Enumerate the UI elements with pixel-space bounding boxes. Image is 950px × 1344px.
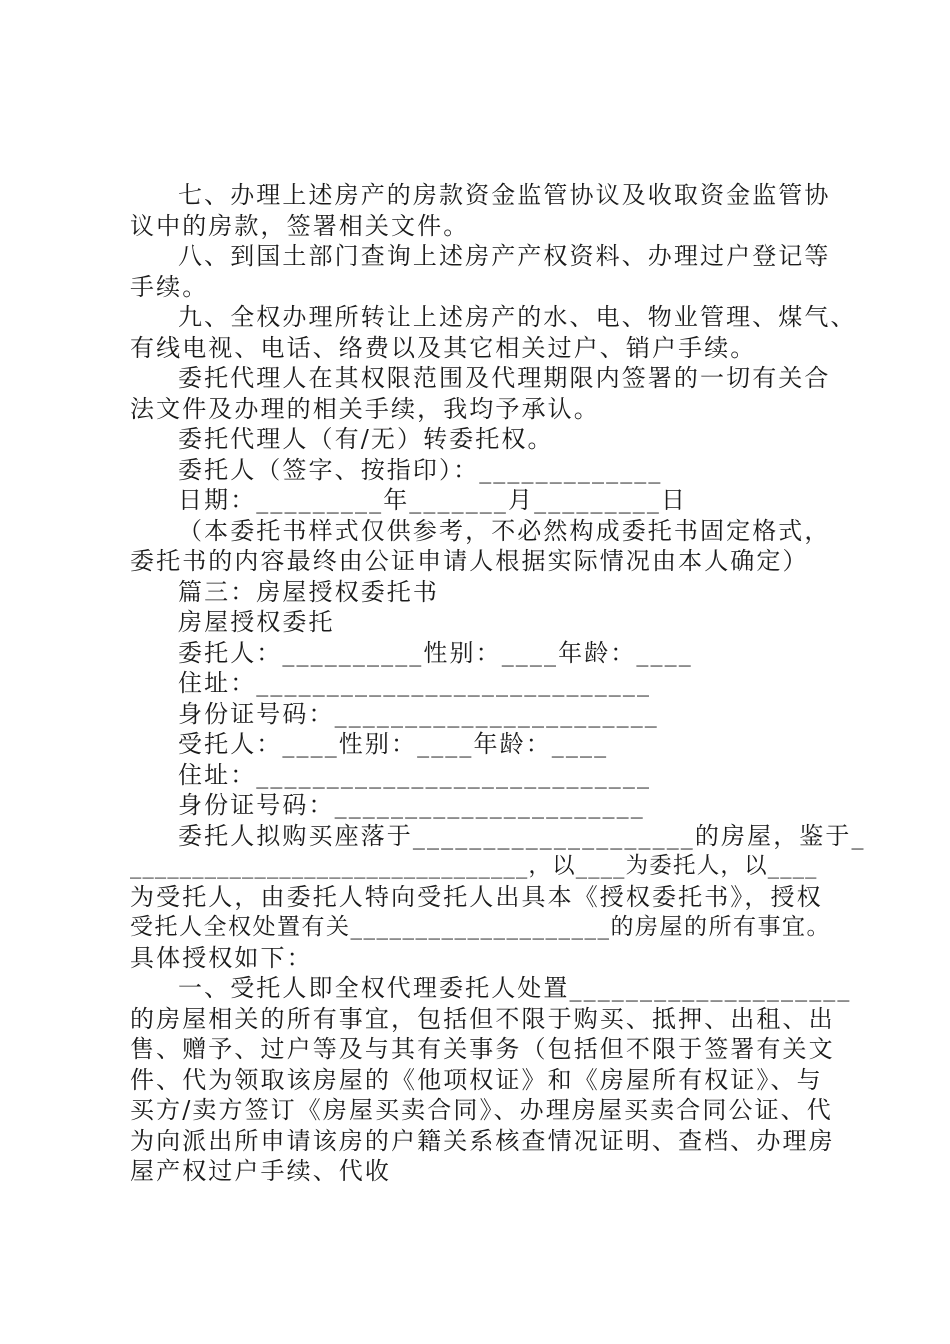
text-line: 委托代理人（有/无）转委托权。: [178, 425, 554, 453]
text-line: 八、到国土部门查询上述房产产权资料、办理过户登记等: [178, 242, 831, 270]
form-line-address: 住址：____________________________: [178, 669, 652, 697]
text-line: ________________________________，以____为委托人，以____: [130, 853, 818, 879]
text-line: 七、办理上述房产的房款资金监管协议及收取资金监管协: [178, 181, 831, 209]
text-line: 件、代为领取该房屋的《他项权证》和《房屋所有权证》、与: [130, 1066, 823, 1094]
text-line: 有线电视、电话、络费以及其它相关过户、销户手续。: [130, 334, 757, 362]
text-line: 委托书的内容最终由公证申请人根据实际情况由本人确定）: [130, 547, 809, 575]
form-line-principal: 委托人：__________性别：____年龄：____: [178, 639, 693, 667]
text-line: 九、全权办理所转让上述房产的水、电、物业管理、煤气、: [178, 303, 857, 331]
text-line: 委托人拟购买座落于____________________的房屋，鉴于_: [178, 822, 866, 850]
text-line: 法文件及办理的相关手续，我均予承认。: [130, 395, 600, 423]
text-line: 受托人全权处置有关____________________的房屋的所有事宜。: [130, 914, 831, 940]
text-line: 的房屋相关的所有事宜，包括但不限于购买、抵押、出租、出: [130, 1005, 835, 1033]
text-line: （本委托书样式仅供参考，不必然构成委托书固定格式，: [178, 517, 831, 545]
form-line-id: 身份证号码：_______________________: [178, 700, 659, 728]
text-line: 买方/卖方签订《房屋买卖合同》、办理房屋买卖合同公证、代: [130, 1096, 833, 1124]
section-heading: 篇三：房屋授权委托书: [178, 578, 439, 606]
text-line: 委托代理人在其权限范围及代理期限内签署的一切有关合: [178, 364, 831, 392]
text-line: 具体授权如下：: [130, 944, 313, 972]
text-line: 一、受托人即全权代理委托人处置____________________: [178, 974, 852, 1002]
text-line: 议中的房款，签署相关文件。: [130, 212, 470, 240]
form-line-address: 住址：____________________________: [178, 761, 652, 789]
document-title: 房屋授权委托: [178, 608, 335, 636]
signature-line: 委托人（签字、按指印）：_____________: [178, 456, 663, 484]
date-line: 日期：_________年_______月_________日: [178, 486, 688, 514]
text-line: 为向派出所申请该房的户籍关系核查情况证明、查档、办理房: [130, 1127, 835, 1155]
text-line: 屋产权过户手续、代收: [130, 1157, 391, 1185]
text-line: 手续。: [130, 273, 209, 301]
form-line-agent: 受托人：____性别：____年龄：____: [178, 730, 609, 758]
form-line-id: 身份证号码：______________________: [178, 791, 645, 819]
text-line: 售、赠予、过户等及与其有关事务（包括但不限于签署有关文: [130, 1035, 835, 1063]
text-line: 为受托人，由委托人特向受托人出具本《授权委托书》，授权: [130, 883, 823, 911]
